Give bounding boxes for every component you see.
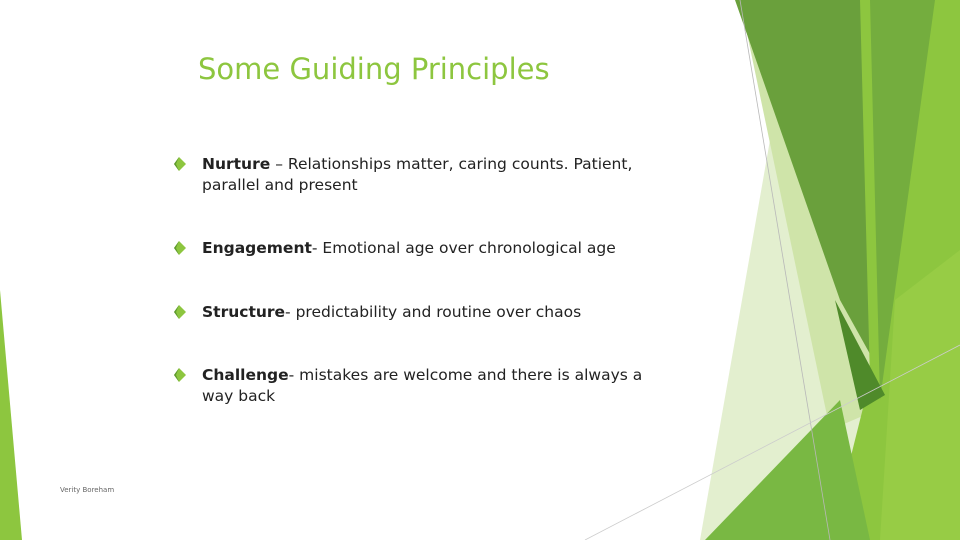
bullet-term: Engagement (202, 239, 312, 257)
diamond-arrow-icon (172, 305, 186, 319)
slide-title: Some Guiding Principles (198, 52, 550, 86)
bullet-description: - predictability and routine over chaos (285, 303, 582, 321)
bullet-description: - mistakes are welcome and there is always a way back (202, 366, 643, 405)
diamond-arrow-icon (172, 241, 186, 255)
left-edge-sliver (0, 290, 22, 540)
bullet-term: Challenge (202, 366, 289, 384)
bullet-text (202, 365, 672, 407)
bullet-term: Nurture (202, 155, 271, 173)
bullet-text (202, 238, 672, 259)
bullet-text (202, 302, 672, 323)
bullet-text (202, 154, 672, 196)
footer-author: Verity Boreham (60, 486, 115, 494)
bullet-description: - Emotional age over chronological age (311, 239, 616, 257)
bullet-description: – Relationships matter, caring counts. Patient, parallel and present (202, 155, 633, 194)
diamond-arrow-icon (172, 368, 186, 382)
diamond-arrow-icon (172, 157, 186, 171)
bullet-term: Structure (202, 303, 286, 321)
